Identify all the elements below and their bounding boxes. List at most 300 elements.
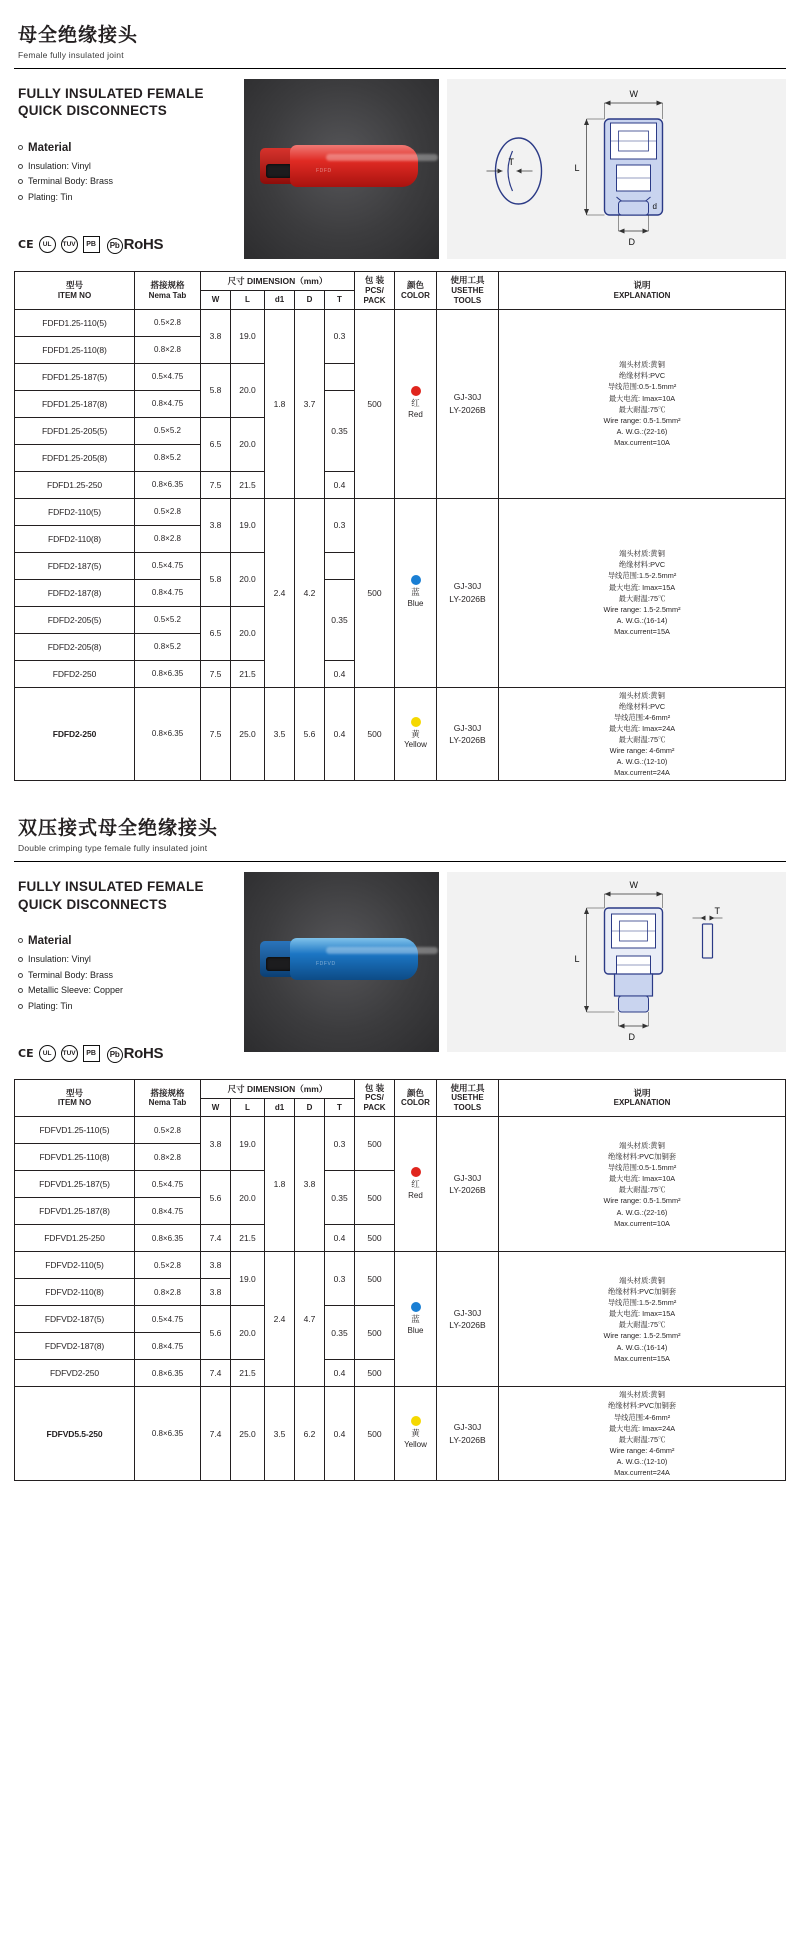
svg-text:D: D (628, 1032, 635, 1043)
cell-w: 5.8 (201, 363, 231, 417)
table-body (15, 1117, 786, 1481)
cell-pack: 500 (355, 1171, 395, 1225)
bullet-icon (18, 145, 23, 150)
color-label-cn: 蓝 (411, 1314, 420, 1325)
color-label-cn: 红 (411, 1179, 420, 1190)
tool-name-1: GJ-30J (453, 722, 482, 733)
expl-line: Wire range: 1.5-2.5mm² (603, 1331, 681, 1341)
cell-t: 0.35 (325, 390, 355, 471)
material-item (18, 190, 236, 206)
col-w: W (201, 1098, 231, 1116)
expl-line: 最大电流: Imax=24A (608, 1423, 676, 1433)
cell-nema: 0.5×2.8 (135, 498, 201, 525)
pb-free-icon: PB (83, 1045, 100, 1062)
section-heading (14, 807, 786, 855)
expl-line: A. W.G.:(22-16) (616, 1207, 668, 1217)
ul-icon: UL (39, 236, 56, 253)
cell-item: FDFVD1.25-110(8) (15, 1144, 135, 1171)
col-nema-tab: 搭接规格 Nema Tab (135, 1079, 201, 1117)
terminal-illustration (260, 934, 420, 986)
material-block (18, 935, 236, 1015)
cell-t: 0.4 (325, 1360, 355, 1387)
cell-item: FDFVD2-187(5) (15, 1306, 135, 1333)
cell-nema: 0.5×5.2 (135, 417, 201, 444)
expl-line: 导线范围:1.5-2.5mm² (607, 571, 677, 581)
cell-item: FDFVD5.5-250 (15, 1387, 135, 1481)
svg-text:L: L (574, 163, 580, 173)
cell-d: 6.2 (295, 1387, 325, 1481)
table-body (15, 309, 786, 781)
rohs-icon: Pb RoHS (107, 1045, 164, 1063)
color-swatch-yellow (411, 717, 421, 727)
expl-line: 导线范围:0.5-1.5mm² (607, 1163, 677, 1173)
expl-line: Wire range: 0.5-1.5mm² (603, 415, 681, 425)
svg-text:d: d (652, 202, 657, 211)
cell-pack: 500 (355, 1387, 395, 1481)
cell-d: 4.2 (295, 498, 325, 687)
cell-l: 25.0 (231, 687, 265, 781)
color-label-en: Red (408, 1190, 423, 1200)
cell-nema: 0.5×2.8 (135, 1117, 201, 1144)
col-explanation: 说明 EXPLANATION (499, 1079, 786, 1117)
expl-line: Max.current=24A (614, 1467, 670, 1477)
expl-line: 端头材质:黄铜 (619, 1141, 665, 1151)
color-label-en: Blue (407, 599, 424, 609)
bullet-icon (18, 988, 23, 993)
svg-text:W: W (629, 880, 638, 891)
cell-explanation (499, 1387, 786, 1481)
cell-l: 20.0 (231, 1306, 265, 1360)
cell-w: 6.5 (201, 606, 231, 660)
color-swatch-blue (411, 575, 421, 585)
product-photo-blue (244, 872, 439, 1052)
bullet-icon (18, 195, 23, 200)
expl-line: 绝缘材料:PVC (618, 701, 666, 711)
cell-item: FDFD2-187(5) (15, 552, 135, 579)
drawing-svg (447, 79, 786, 259)
expl-line: Max.current=10A (614, 437, 670, 447)
col-item-no: 型号 ITEM NO (15, 1079, 135, 1117)
svg-text:W: W (629, 89, 638, 99)
col-tools: 使用工具 USETHE TOOLS (437, 272, 499, 310)
expl-line: A. W.G.:(16-14) (616, 1342, 668, 1352)
cell-w: 6.5 (201, 417, 231, 471)
color-label-cn: 红 (411, 398, 420, 409)
tuv-icon: TUV (61, 236, 78, 253)
cell-t: 0.4 (325, 660, 355, 687)
cell-t: 0.4 (325, 1387, 355, 1481)
expl-line: A. W.G.:(12-10) (616, 757, 668, 767)
cell-d1: 2.4 (265, 1252, 295, 1387)
rohs-label: RoHS (123, 235, 164, 253)
cell-pack: 500 (355, 687, 395, 781)
table-row (15, 1252, 786, 1279)
cell-w: 5.6 (201, 1306, 231, 1360)
cell-t: 0.35 (325, 1171, 355, 1225)
cell-color (395, 498, 437, 687)
col-nema-tab: 搭接规格 Nema Tab (135, 272, 201, 310)
cell-l: 21.5 (231, 1225, 265, 1252)
col-l: L (231, 291, 265, 309)
expl-line: 最大电流: Imax=24A (608, 723, 676, 733)
color-label-en: Yellow (404, 740, 427, 750)
product-title (18, 85, 236, 120)
col-d: D (295, 291, 325, 309)
section-2 (14, 807, 786, 1481)
cell-t: 0.35 (325, 579, 355, 660)
expl-line: A. W.G.:(22-16) (616, 426, 668, 436)
section-heading (14, 14, 786, 62)
cell-explanation (499, 1252, 786, 1387)
cell-l: 20.0 (231, 1171, 265, 1225)
expl-line: 最大耐温:75℃ (618, 1434, 666, 1444)
cell-nema: 0.8×6.35 (135, 687, 201, 781)
expl-line: Wire range: 4-6mm² (609, 746, 675, 756)
material-heading-label: Material (28, 141, 72, 154)
cell-explanation (499, 687, 786, 781)
svg-text:T: T (714, 906, 720, 917)
material-item (18, 999, 236, 1015)
expl-line: 绝缘材料:PVC (618, 371, 666, 381)
cell-color (395, 1387, 437, 1481)
cell-item: FDFD1.25-205(5) (15, 417, 135, 444)
cell-pack: 500 (355, 1252, 395, 1306)
cell-tools (437, 309, 499, 498)
cell-t: 0.3 (325, 1252, 355, 1306)
tool-name-1: GJ-30J (453, 1422, 482, 1433)
cell-nema: 0.5×4.75 (135, 1306, 201, 1333)
terminal-gloss (326, 947, 438, 954)
tool-name-1: GJ-30J (453, 581, 482, 592)
cell-item: FDFD1.25-205(8) (15, 444, 135, 471)
material-block (18, 142, 236, 206)
expl-line: 最大耐温:75℃ (618, 1320, 666, 1330)
cell-d1: 1.8 (265, 309, 295, 498)
col-d1: d1 (265, 291, 295, 309)
expl-line: 最大耐温:75℃ (618, 734, 666, 744)
table-row (15, 687, 786, 781)
hero-text (14, 79, 236, 259)
expl-line: 最大电流: Imax=10A (608, 393, 676, 403)
terminal-slot (266, 957, 292, 971)
cell-nema: 0.8×6.35 (135, 1360, 201, 1387)
col-tools: 使用工具 USETHE TOOLS (437, 1079, 499, 1117)
cell-item: FDFVD1.25-250 (15, 1225, 135, 1252)
cell-nema: 0.8×6.35 (135, 660, 201, 687)
bullet-icon (18, 179, 23, 184)
bullet-icon (18, 957, 23, 962)
cell-l: 20.0 (231, 552, 265, 606)
material-item (18, 968, 236, 984)
expl-line: 最大电流: Imax=15A (608, 582, 676, 592)
material-item-label: Insulation: Vinyl (28, 160, 91, 171)
cell-d: 4.7 (295, 1252, 325, 1387)
terminal-illustration (260, 141, 420, 193)
col-w: W (201, 291, 231, 309)
drawing-svg (447, 872, 786, 1052)
table-row (15, 1387, 786, 1481)
table-row (15, 309, 786, 336)
cell-pack: 500 (355, 1360, 395, 1387)
cell-d: 5.6 (295, 687, 325, 781)
color-label-en: Blue (407, 1325, 424, 1335)
material-item (18, 983, 236, 999)
cell-item: FDFVD2-110(5) (15, 1252, 135, 1279)
col-explanation: 说明 EXPLANATION (499, 272, 786, 310)
expl-line: 绝缘材料:PVC加铜套 (607, 1152, 677, 1162)
col-color: 颜色 COLOR (395, 272, 437, 310)
color-swatch-red (411, 1167, 421, 1177)
terminal-slot (266, 164, 292, 178)
cell-l: 25.0 (231, 1387, 265, 1481)
cell-w: 7.5 (201, 471, 231, 498)
expl-line: 最大耐温:75℃ (618, 593, 666, 603)
cell-l: 21.5 (231, 660, 265, 687)
cell-d1: 2.4 (265, 498, 295, 687)
cell-t: 0.4 (325, 687, 355, 781)
cell-item: FDFD1.25-110(8) (15, 336, 135, 363)
cell-t (325, 552, 355, 579)
cell-nema: 0.5×4.75 (135, 1171, 201, 1198)
cell-item: FDFD2-250 (15, 660, 135, 687)
terminal-body (290, 145, 418, 187)
tool-name-1: GJ-30J (453, 1308, 482, 1319)
material-heading-label: Material (28, 934, 72, 947)
cell-pack: 500 (355, 498, 395, 687)
cell-t: 0.3 (325, 309, 355, 363)
rohs-label: RoHS (123, 1044, 164, 1062)
cell-nema: 0.8×6.35 (135, 471, 201, 498)
col-d1: d1 (265, 1098, 295, 1116)
terminal-body (290, 938, 418, 980)
cell-color (395, 687, 437, 781)
cell-tools (437, 1117, 499, 1252)
material-heading (18, 142, 236, 154)
col-item-no: 型号 ITEM NO (15, 272, 135, 310)
expl-line: 最大耐温:75℃ (618, 1185, 666, 1195)
cell-nema: 0.8×4.75 (135, 1198, 201, 1225)
cell-w: 5.8 (201, 552, 231, 606)
cell-item: FDFD2-110(5) (15, 498, 135, 525)
product-title-line-1: FULLY INSULATED FEMALE (18, 879, 204, 895)
section-heading-en: Female fully insulated joint (18, 50, 124, 60)
technical-drawing-1 (447, 79, 786, 259)
tool-name-2: LY-2026B (449, 1434, 486, 1445)
cell-explanation (499, 309, 786, 498)
expl-line: Max.current=15A (614, 1353, 670, 1363)
material-item-label: Plating: Tin (28, 1001, 73, 1012)
cell-nema: 0.5×5.2 (135, 606, 201, 633)
cell-l: 19.0 (231, 309, 265, 363)
material-item (18, 952, 236, 968)
cell-nema: 0.8×4.75 (135, 390, 201, 417)
cell-l: 19.0 (231, 498, 265, 552)
material-item (18, 174, 236, 190)
section-heading-cn: 双压接式母全绝缘接头 (18, 818, 219, 840)
cell-item: FDFD1.25-187(8) (15, 390, 135, 417)
col-dimension: 尺寸 DIMENSION（mm） (201, 272, 355, 291)
material-item-label: Plating: Tin (28, 192, 73, 203)
cell-l: 20.0 (231, 363, 265, 417)
bullet-icon (18, 973, 23, 978)
expl-line: 最大电流: Imax=10A (608, 1174, 676, 1184)
expl-line: 端头材质:黄铜 (619, 360, 665, 370)
cell-item: FDFD1.25-110(5) (15, 309, 135, 336)
hero-text (14, 872, 236, 1067)
hero-block (14, 79, 786, 259)
expl-line: Wire range: 0.5-1.5mm² (603, 1196, 681, 1206)
bullet-icon (18, 938, 23, 943)
cell-d1: 3.5 (265, 687, 295, 781)
col-dimension: 尺寸 DIMENSION（mm） (201, 1079, 355, 1098)
cell-item: FDFD2-205(5) (15, 606, 135, 633)
technical-drawing-2 (447, 872, 786, 1052)
cell-l: 20.0 (231, 606, 265, 660)
tuv-icon: TUV (61, 1045, 78, 1062)
col-l: L (231, 1098, 265, 1116)
cell-tools (437, 1387, 499, 1481)
cell-w: 3.8 (201, 309, 231, 363)
cell-pack: 500 (355, 1225, 395, 1252)
expl-line: 绝缘材料:PVC加铜套 (607, 1287, 677, 1297)
cell-t: 0.3 (325, 498, 355, 552)
cell-t: 0.4 (325, 1225, 355, 1252)
cell-item: FDFD2-110(8) (15, 525, 135, 552)
expl-line: 端头材质:黄铜 (619, 549, 665, 559)
cell-t: 0.4 (325, 471, 355, 498)
expl-line: Max.current=24A (614, 768, 670, 778)
cell-l: 19.0 (231, 1252, 265, 1306)
expl-line: A. W.G.:(16-14) (616, 615, 668, 625)
cell-nema: 0.8×6.35 (135, 1387, 201, 1481)
color-swatch-yellow (411, 1416, 421, 1426)
expl-line: A. W.G.:(12-10) (616, 1456, 668, 1466)
bullet-icon (18, 1004, 23, 1009)
cell-w: 7.5 (201, 687, 231, 781)
expl-line: 端头材质:黄铜 (619, 1276, 665, 1286)
section-heading-en: Double crimping type female fully insulated joint (18, 843, 208, 854)
cell-w: 7.4 (201, 1387, 231, 1481)
product-title (18, 878, 236, 913)
certification-logos (18, 232, 236, 258)
table-row (15, 1117, 786, 1144)
cell-nema: 0.8×4.75 (135, 1333, 201, 1360)
tool-name-2: LY-2026B (449, 1185, 486, 1196)
cell-item: FDFD2-187(8) (15, 579, 135, 606)
product-title-line-1: FULLY INSULATED FEMALE (18, 86, 204, 101)
cell-w: 3.8 (201, 1252, 231, 1279)
cell-item: FDFVD2-187(8) (15, 1333, 135, 1360)
cell-nema: 0.8×2.8 (135, 525, 201, 552)
expl-line: Max.current=15A (614, 626, 670, 636)
cell-l: 21.5 (231, 1360, 265, 1387)
color-swatch-blue (411, 1302, 421, 1312)
table-header (15, 272, 786, 310)
material-item-label: Terminal Body: Brass (28, 969, 114, 980)
svg-text:L: L (574, 954, 580, 965)
cell-d1: 3.5 (265, 1387, 295, 1481)
expl-line: 导线范围:0.5-1.5mm² (607, 382, 677, 392)
expl-line: 绝缘材料:PVC加铜套 (607, 1401, 677, 1411)
cell-tools (437, 498, 499, 687)
color-label-en: Red (408, 410, 423, 420)
material-item-label: Metallic Sleeve: Copper (28, 985, 124, 996)
col-pack: 包 装 PCS/ PACK (355, 1079, 395, 1117)
expl-line: 导线范围:4-6mm² (613, 712, 671, 722)
col-d: D (295, 1098, 325, 1116)
tool-name-2: LY-2026B (449, 1320, 486, 1331)
expl-line: 最大耐温:75℃ (618, 404, 666, 414)
product-title-line-2: QUICK DISCONNECTS (18, 896, 167, 912)
cell-l: 21.5 (231, 471, 265, 498)
cell-item: FDFD2-250 (15, 687, 135, 781)
section-spacer (14, 781, 786, 807)
cell-nema: 0.8×5.2 (135, 444, 201, 471)
tool-name-2: LY-2026B (449, 734, 486, 745)
cell-t (325, 363, 355, 390)
terminal-marking: FDFVD (316, 961, 336, 968)
svg-text:T: T (508, 157, 514, 167)
expl-line: Wire range: 4-6mm² (609, 1445, 675, 1455)
tool-name-1: GJ-30J (453, 392, 482, 403)
expl-line: 导线范围:1.5-2.5mm² (607, 1298, 677, 1308)
cell-t: 0.3 (325, 1117, 355, 1171)
expl-line: Wire range: 1.5-2.5mm² (603, 604, 681, 614)
col-t: T (325, 291, 355, 309)
cell-l: 19.0 (231, 1117, 265, 1171)
table-row (15, 498, 786, 525)
ce-icon: CE (18, 1047, 34, 1061)
cell-nema: 0.5×2.8 (135, 1252, 201, 1279)
col-color: 颜色 COLOR (395, 1079, 437, 1117)
cell-d: 3.8 (295, 1117, 325, 1252)
expl-line: 导线范围:4-6mm² (613, 1412, 671, 1422)
cell-tools (437, 687, 499, 781)
hero-block (14, 872, 786, 1067)
color-label-cn: 黄 (411, 1428, 420, 1439)
cell-nema: 0.8×5.2 (135, 633, 201, 660)
cell-nema: 0.8×2.8 (135, 336, 201, 363)
color-swatch-red (411, 386, 421, 396)
cell-w: 5.6 (201, 1171, 231, 1225)
cell-w: 3.8 (201, 498, 231, 552)
section-1 (14, 14, 786, 781)
divider (14, 68, 786, 69)
cell-t: 0.35 (325, 1306, 355, 1360)
cell-nema: 0.8×2.8 (135, 1144, 201, 1171)
cell-nema: 0.8×6.35 (135, 1225, 201, 1252)
cell-nema: 0.5×4.75 (135, 552, 201, 579)
cell-item: FDFVD2-250 (15, 1360, 135, 1387)
cell-item: FDFD2-205(8) (15, 633, 135, 660)
cell-item: FDFVD1.25-187(5) (15, 1171, 135, 1198)
cell-color (395, 1252, 437, 1387)
cell-pack: 500 (355, 1117, 395, 1171)
cell-explanation (499, 1117, 786, 1252)
cell-color (395, 1117, 437, 1252)
cell-w: 3.8 (201, 1279, 231, 1306)
tool-name-2: LY-2026B (449, 593, 486, 604)
tool-name-2: LY-2026B (449, 404, 486, 415)
section-heading-cn: 母全绝缘接头 (18, 25, 139, 46)
cell-w: 7.5 (201, 660, 231, 687)
product-title-line-2: QUICK DISCONNECTS (18, 103, 167, 119)
color-label-en: Yellow (404, 1440, 427, 1450)
certification-logos (18, 1041, 236, 1067)
cell-pack: 500 (355, 309, 395, 498)
expl-line: 端头材质:黄铜 (619, 690, 665, 700)
cell-w: 7.4 (201, 1225, 231, 1252)
